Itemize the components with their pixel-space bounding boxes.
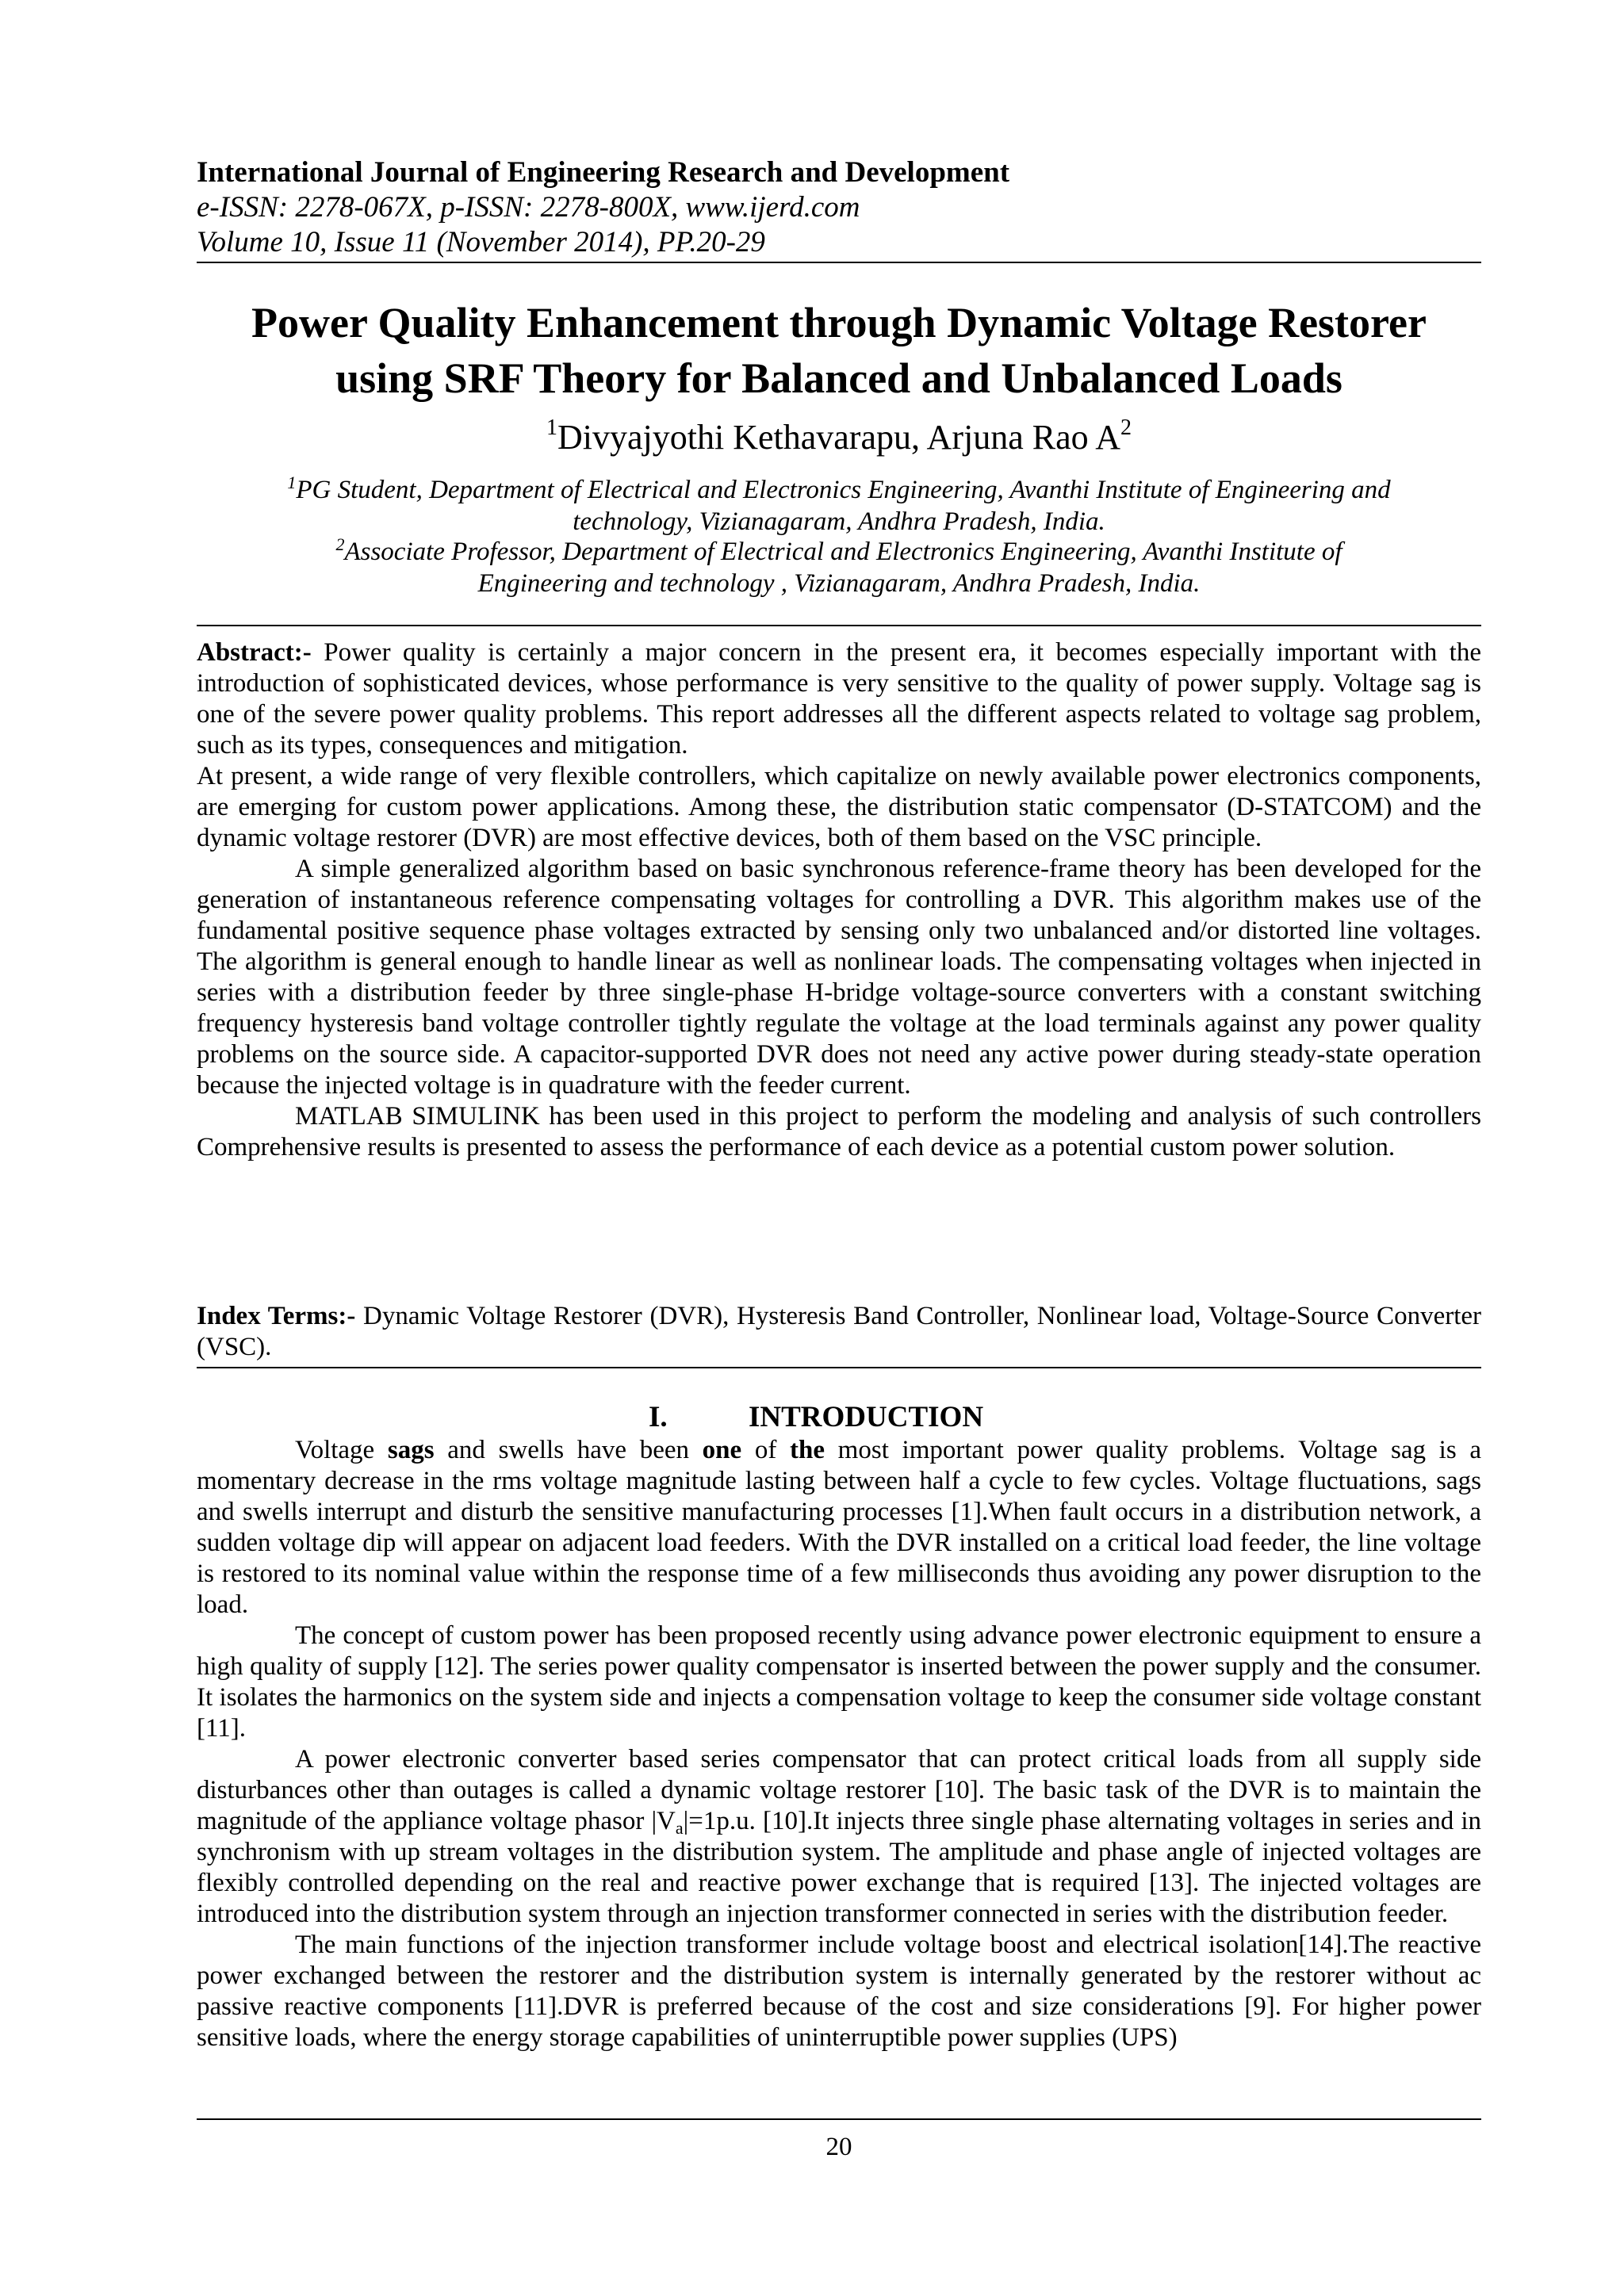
abstract-paragraph-1 [197,637,1481,761]
affiliation-2-line-2: Engineering and technology , Vizianagaram, Andhra Pradesh, India. [477,569,1201,598]
header-rule [197,262,1481,263]
intro-paragraph-3 [197,1744,1481,1930]
journal-name: International Journal of Engineering Research and Development [197,156,1010,189]
index-terms-rule [197,1367,1481,1368]
title-line-2: using SRF Theory for Balanced and Unbalanced Loads [335,354,1342,402]
affiliation-2-superscript: 2 [335,534,345,554]
abstract-paragraph-4: MATLAB SIMULINK has been used in this project to perform the modeling and analysis of such controllers Comprehensive results is presented to assess the performance of each device as a potential custom power solution. [197,1102,1481,1161]
introduction-body [197,1435,1481,2053]
affiliation-1-line-1: PG Student, Department of Electrical and Electronics Engineering, Avanthi Institute of Engineering and [296,476,1391,504]
intro-p1-bold-3: the [790,1436,825,1464]
title-line-1: Power Quality Enhancement through Dynamic Voltage Restorer [251,299,1427,346]
affiliation-1-superscript: 1 [287,473,297,492]
author-2-superscript: 2 [1120,415,1132,440]
affiliation-1 [197,474,1481,538]
intro-p1-bold-1: sags [387,1436,435,1464]
section-title: INTRODUCTION [749,1401,984,1433]
intro-p3-text-a: A power electronic converter based series compensator that can protect critical loads from all supply side disturbances other than outages is called a dynamic voltage restorer [10]. The basic task of the DVR is to maintain the magnitude of the appliance voltage phasor |V [197,1745,1481,1835]
index-terms-text: Dynamic Voltage Restorer (DVR), Hysteresis Band Controller, Nonlinear load, Voltage-Source Converter (VSC). [197,1302,1482,1361]
author-1-superscript: 1 [546,415,558,440]
abstract-paragraph-3: A simple generalized algorithm based on basic synchronous reference-frame theory has been developed for the generation of instantaneous reference compensating voltages for controlling a DVR. This algorithm makes use of the fundamental positive sequence phase voltages extracted by sensing only two unbalanced and/or distorted line voltages. The algorithm is general enough to handle linear as well as nonlinear loads. The compensating voltages when injected in series with a distribution feeder by three single-phase H-bridge voltage-source converters with a constant switching frequency hysteresis band voltage controller tightly regulate the voltage at the load terminals against any power quality problems on the source side. A capacitor-supported DVR does not need any active power during steady-state operation because the injected voltage is in quadrature with the feeder current. [197,855,1481,1100]
intro-p3-subscript: a [675,1818,684,1838]
footer-rule [197,2118,1481,2120]
abstract-paragraph-2: At present, a wide range of very flexible controllers, which capitalize on newly available power electronics components, are emerging for custom power applications. Among these, the distribution static compensator (D-STATCOM) and the dynamic voltage restorer (DVR) are most effective devices, both of them based on the VSC principle. [197,762,1481,852]
author-list [197,415,1481,460]
intro-p1-text-c: and swells have been [434,1436,703,1464]
intro-paragraph-1 [197,1435,1481,1621]
affiliation-2-line-1: Associate Professor, Department of Electrical and Electronics Engineering, Avanthi Institute of [344,538,1342,566]
abstract-p1-text: Power quality is certainly a major concern in the present era, it becomes especially important with the introduction of sophisticated devices, whose performance is very sensitive to the quality of power supply. Voltage sag is one of the severe power quality problems. This report addresses all the different aspects related to voltage sag problem, such as its types, consequences and mitigation. [197,638,1481,760]
abstract [197,637,1481,1163]
intro-p1-text-d: of [741,1436,791,1464]
intro-p3-text-b: |=1p.u. [10].It injects three single phase alternating voltages in series and in synchronism with up stream voltages in the distribution system. The amplitude and phase angle of injected voltages are flexibly controlled depending on the real and reactive power exchange that is required [13]. The injected voltages are introduced into the distribution system through an injection transformer connected in series with the distribution feeder. [197,1807,1481,1928]
intro-p1-text-e: most important power quality problems. Voltage sag is a momentary decrease in the rms voltage magnitude lasting between half a cycle to few cycles. Voltage fluctuations, sags and swells interrupt and disturb the sensitive manufacturing processes [1].When fault occurs in a distribution network, a sudden voltage dip will appear on adjacent load feeders. With the DVR installed on a critical load feeder, the line voltage is restored to its nominal value within the response time of a few milliseconds thus avoiding any power disruption to the load. [197,1436,1481,1619]
abstract-label: Abstract:- [197,638,312,667]
journal-header [197,155,1481,260]
author-names: Divyajyothi Kethavarapu, Arjuna Rao A [557,418,1120,457]
index-terms-label: Index Terms:- [197,1302,356,1330]
affiliation-2 [197,536,1481,599]
abstract-top-rule [197,625,1481,626]
journal-volume: Volume 10, Issue 11 (November 2014), PP.20-29 [197,226,765,258]
affiliation-1-line-2: technology, Vizianagaram, Andhra Pradesh, India. [573,507,1105,536]
section-number: I. [649,1401,668,1433]
paper-title [159,295,1519,406]
intro-p1-bold-2: one [702,1436,742,1464]
page-number: 20 [825,2133,852,2161]
index-terms [197,1301,1481,1363]
intro-paragraph-4: The main functions of the injection transformer include voltage boost and electrical isolation[14].The reactive power exchanged between the restorer and the distribution system is internally generated by the restorer without ac passive reactive components [11].DVR is preferred because of the cost and size considerations [9]. For higher power sensitive loads, where the energy storage capabilities of uninterruptible power supplies (UPS) [197,1931,1481,2052]
intro-p1-text-a: Voltage [295,1436,388,1464]
intro-paragraph-2: The concept of custom power has been proposed recently using advance power electronic equipment to ensure a high quality of supply [12]. The series power quality compensator is inserted between the power supply and the consumer. It isolates the harmonics on the system side and injects a compensation voltage to keep the consumer side voltage constant [11]. [197,1621,1481,1743]
journal-issn: e-ISSN: 2278-067X, p-ISSN: 2278-800X, www.ijerd.com [197,191,860,224]
